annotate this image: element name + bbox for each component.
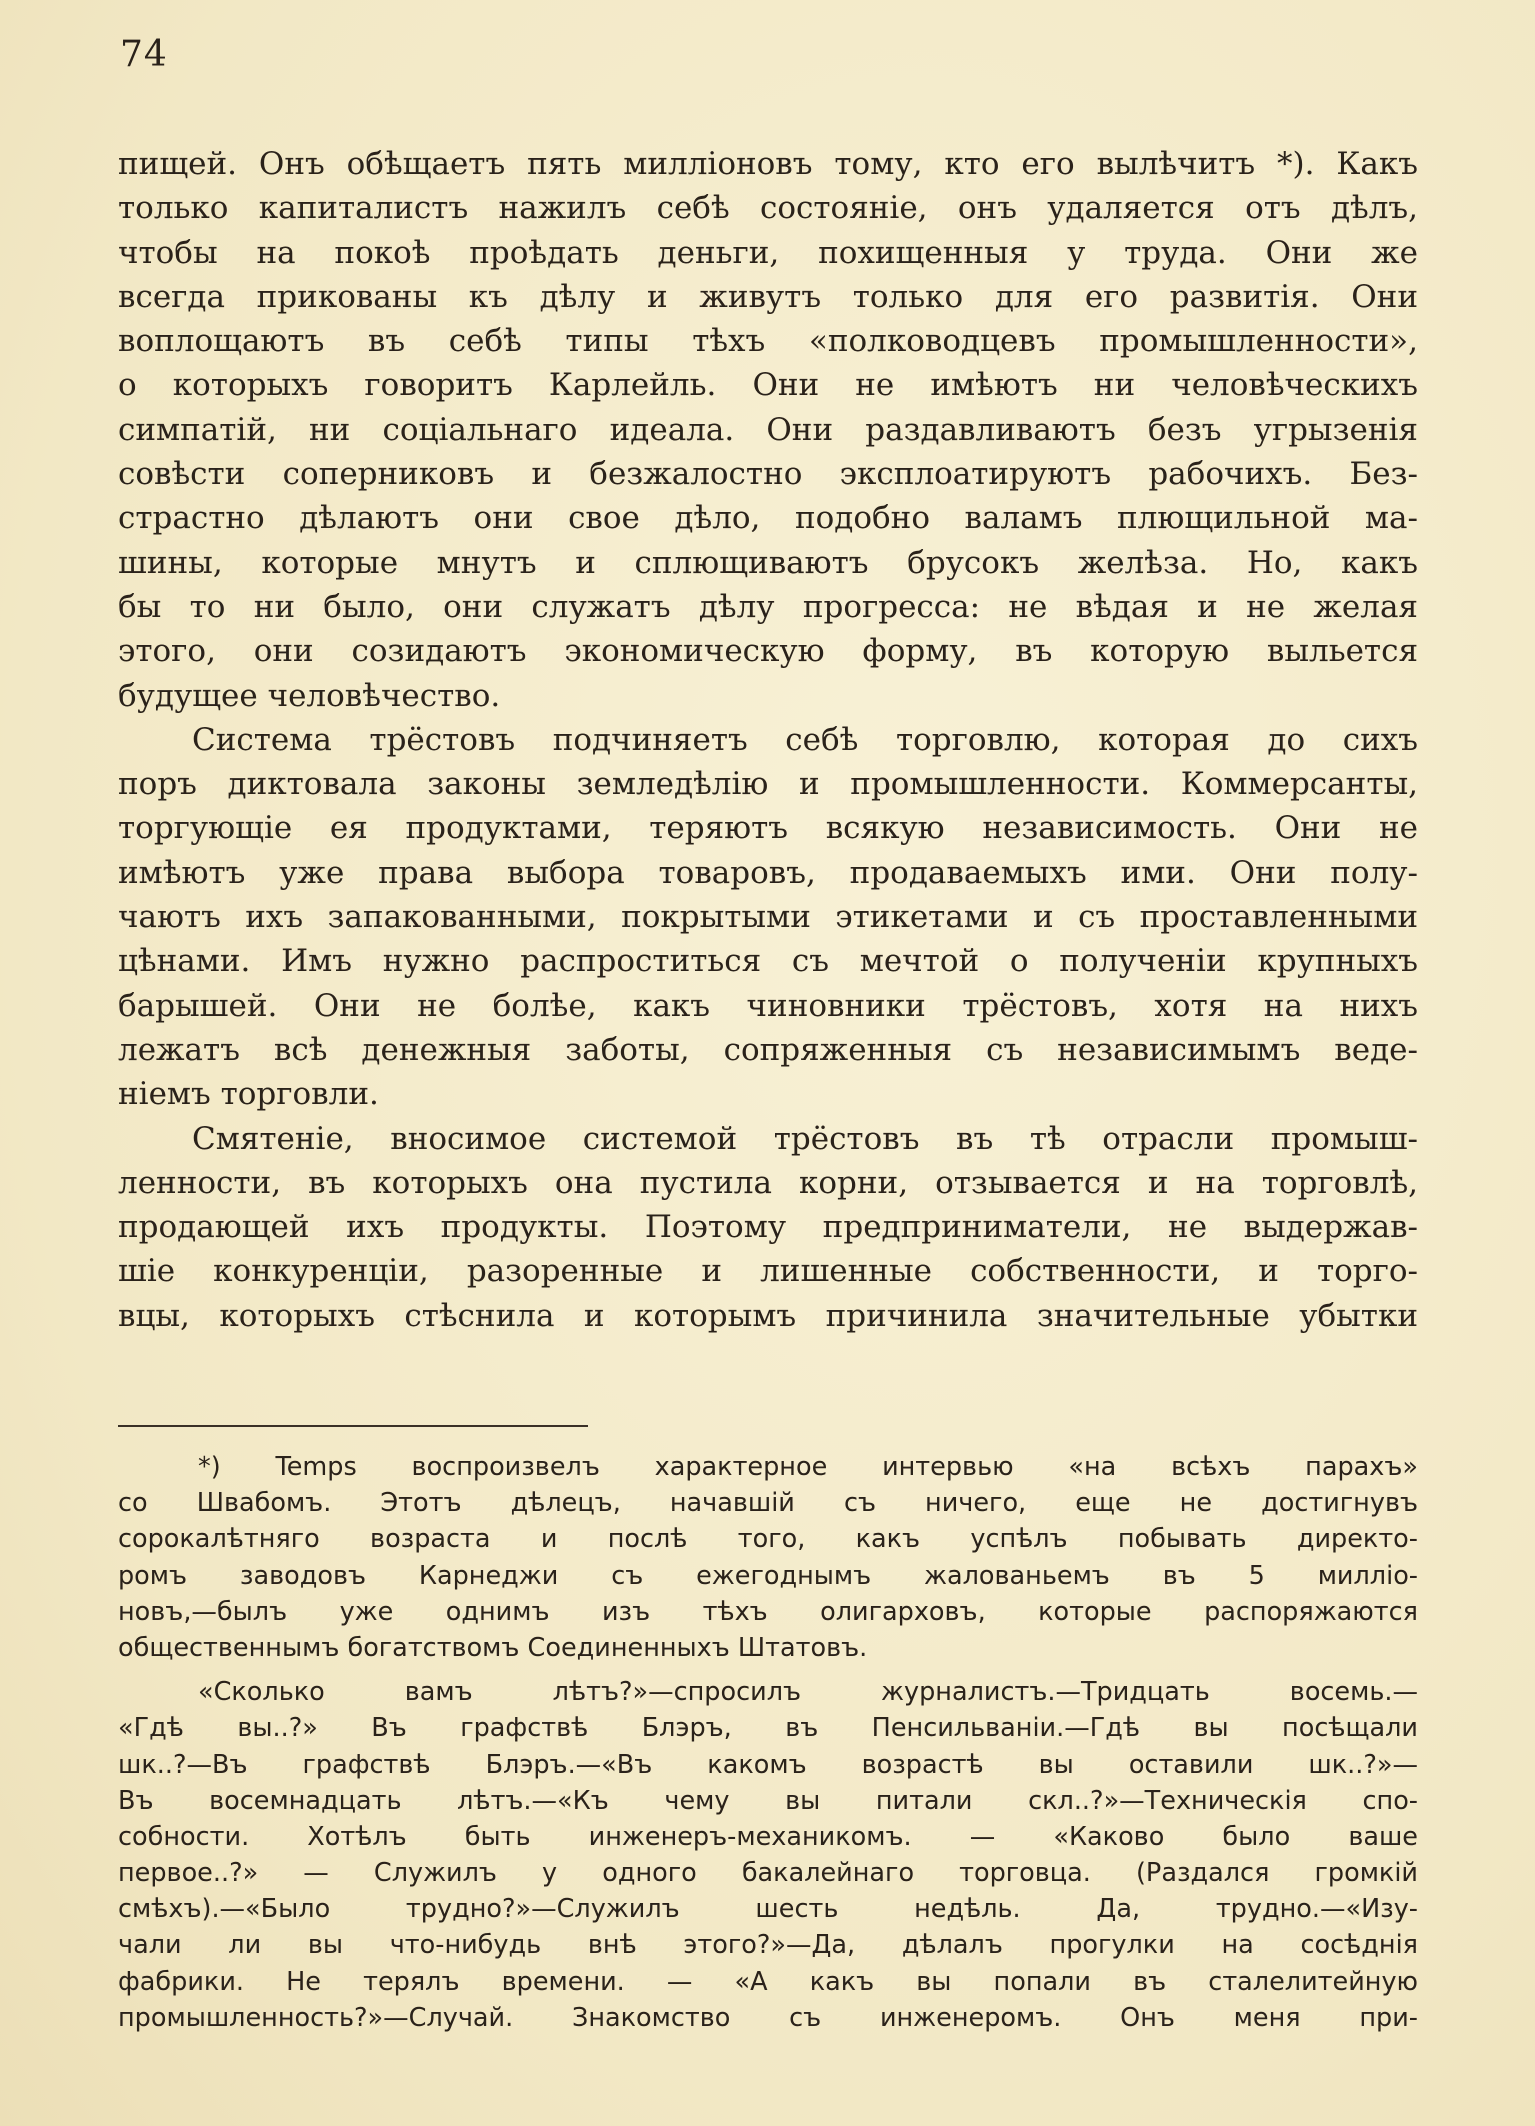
text-line: пищей. Онъ обѣщаетъ пять милліоновъ тому, кто его вылѣчитъ *). Какъ [118, 146, 1418, 182]
text-line: чтобы на покоѣ проѣдать деньги, похищенныя у труда. Они же [118, 234, 1418, 271]
text-line: продающей ихъ продукты. Поэтому предприниматели, не выдержав- [118, 1209, 1418, 1246]
footnote-line: новъ,—былъ уже однимъ изъ тѣхъ олигарховъ, которые распоряжаются [118, 1596, 1418, 1627]
text-line: будущее человѣчество. [118, 677, 501, 714]
footnote [118, 1449, 1418, 2036]
text-line: о которыхъ говоритъ Карлейль. Они не имѣютъ ни человѣческихъ [118, 367, 1418, 404]
text-line: вцы, которыхъ стѣснила и которымъ причинила значительные убытки [118, 1297, 1418, 1334]
footnote-line: Въ восемнадцать лѣтъ.—«Къ чему вы питали скл..?»—Техническія спо- [118, 1785, 1418, 1816]
text-line: шіе конкуренціи, разоренные и лишенные собственности, и торго- [118, 1253, 1418, 1290]
text-line: чаютъ ихъ запакованными, покрытыми этикетами и съ проставленными [118, 899, 1418, 936]
footnote-line: фабрики. Не терялъ времени. — «А какъ вы попали въ сталелитейную [118, 1966, 1418, 1997]
footnote-line: ромъ заводовъ Карнеджи съ ежегоднымъ жалованьемъ въ 5 милліо- [118, 1560, 1418, 1591]
text-line: симпатій, ни соціальнаго идеала. Они раздавливаютъ безъ угрызенія [118, 411, 1418, 448]
footnote-line: чали ли вы что-нибудь внѣ этого?»—Да, дѣлалъ прогулки на сосѣднія [118, 1930, 1418, 1961]
footnote-line: общественнымъ богатствомъ Соединенныхъ Штатовъ. [118, 1632, 868, 1663]
text-line: шины, которые мнутъ и сплющиваютъ брусокъ желѣза. Но, какъ [118, 544, 1418, 581]
footnote-line: промышленность?»—Случай. Знакомство съ инженеромъ. Онъ меня при- [118, 2002, 1418, 2033]
footnote-line: собности. Хотѣлъ быть инженеръ-механикомъ. — «Каково было ваше [118, 1821, 1418, 1852]
footnote-line: сорокалѣтняго возраста и послѣ того, какъ успѣлъ побывать директо- [118, 1524, 1418, 1555]
text-line: Система трёстовъ подчиняетъ себѣ торговлю, которая до сихъ [192, 721, 1418, 758]
footnote-line: первое..?» — Служилъ у одного бакалейнаго торговца. (Раздался громкій [118, 1858, 1418, 1889]
text-line: цѣнами. Имъ нужно распроститься съ мечтой о полученіи крупныхъ [118, 943, 1418, 980]
footnote-line: «Сколько вамъ лѣтъ?»—спросилъ журналистъ.—Тридцать восемь.— [198, 1677, 1418, 1708]
text-line: бы то ни было, они служатъ дѣлу прогресса: не вѣдая и не желая [118, 588, 1418, 625]
page-number: 74 [120, 34, 168, 75]
text-line: ленности, въ которыхъ она пустила корни, отзывается и на торговлѣ, [118, 1164, 1418, 1201]
text-line: ніемъ торговли. [118, 1076, 379, 1113]
text-line: Смятеніе, вносимое системой трёстовъ въ тѣ отрасли промыш- [192, 1120, 1418, 1157]
text-line: барышей. Они не болѣе, какъ чиновники трёстовъ, хотя на нихъ [118, 987, 1418, 1024]
text-line: лежатъ всѣ денежныя заботы, сопряженныя съ независимымъ веде- [118, 1031, 1418, 1068]
footnote-divider [118, 1425, 588, 1427]
text-line: страстно дѣлаютъ они свое дѣло, подобно валамъ плющильной ма- [118, 500, 1418, 537]
footnote-line: со Швабомъ. Этотъ дѣлецъ, начавшій съ ничего, еще не достигнувъ [118, 1488, 1418, 1519]
text-line: этого, они созидаютъ экономическую форму, въ которую выльется [118, 633, 1418, 670]
footnote-paragraph-gap [118, 1666, 1418, 1674]
text-line: поръ диктовала законы земледѣлію и промышленности. Коммерсанты, [118, 766, 1418, 803]
text-line: только капиталистъ нажилъ себѣ состояніе, онъ удаляется отъ дѣлъ, [118, 190, 1418, 227]
text-line: имѣютъ уже права выбора товаровъ, продаваемыхъ ими. Они полу- [118, 854, 1418, 891]
footnote-line: «Гдѣ вы..?» Въ графствѣ Блэръ, въ Пенсильваніи.—Гдѣ вы посѣщали [118, 1713, 1418, 1744]
main-text [118, 142, 1418, 1338]
text-line: совѣсти соперниковъ и безжалостно эксплоатируютъ рабочихъ. Без- [118, 456, 1418, 493]
text-line: всегда прикованы къ дѣлу и живутъ только для его развитія. Они [118, 278, 1418, 315]
text-line: воплощаютъ въ себѣ типы тѣхъ «полководцевъ промышленности», [118, 323, 1418, 360]
footnote-line: смѣхъ).—«Было трудно?»—Служилъ шесть недѣль. Да, трудно.—«Изу- [118, 1894, 1418, 1925]
text-line: торгующіе ея продуктами, теряютъ всякую независимость. Они не [118, 810, 1418, 847]
footnote-line: *) Temps воспроизвелъ характерное интервью «на всѣхъ парахъ» [198, 1452, 1418, 1482]
footnote-line: шк..?—Въ графствѣ Блэръ.—«Въ какомъ возрастѣ вы оставили шк..?»— [118, 1749, 1418, 1780]
